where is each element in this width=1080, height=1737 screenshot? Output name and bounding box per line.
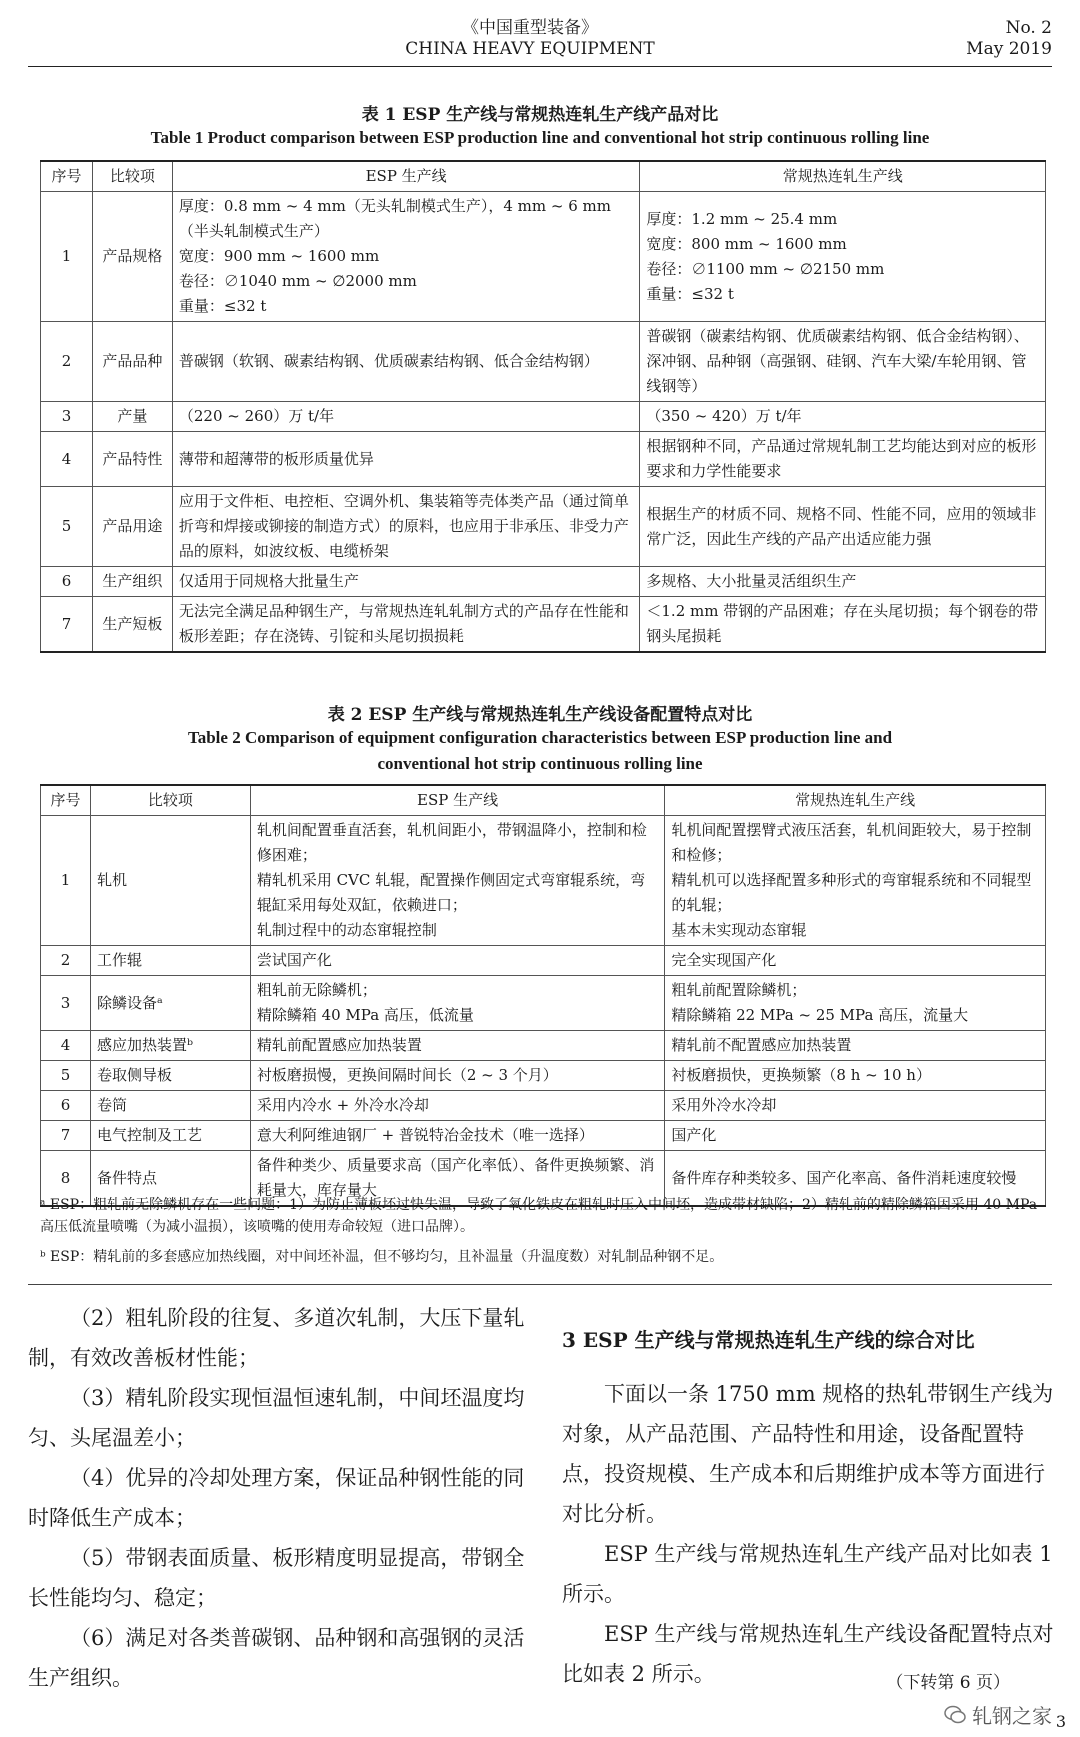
row-number: 5 (41, 1061, 91, 1091)
row-number: 2 (41, 322, 93, 402)
conventional-cell: 多规格、大小批量灵活组织生产 (640, 567, 1046, 597)
table-row (41, 816, 1046, 946)
esp-cell: 普碳钢（软钢、碳素结构钢、优质碳素结构钢、低合金结构钢） (172, 322, 640, 402)
row-number: 3 (41, 402, 93, 432)
body-paragraph: 下面以一条 1750 mm 规格的热轧带钢生产线为对象，从产品范围、产品特性和用途，设备配置特点，投资规模、生产成本和后期维护成本等方面进行对比分析。 (562, 1382, 1054, 1526)
esp-cell: 轧机间配置垂直活套，轧机间距小，带钢温降小，控制和检修困难； 精轧机采用 CVC 轧辊，配置操作侧固定式弯窜辊系统，弯辊缸采用每处双缸，依赖进口； 轧制过程中的动态窜辊控制 (250, 816, 665, 946)
table1-caption-en: Table 1 Product comparison between ESP production line and conventional hot strip continuous rolling line (150, 128, 930, 147)
table-row (41, 432, 1046, 487)
column-header: 比较项 (92, 161, 172, 192)
journal-name-en: CHINA HEAVY EQUIPMENT (405, 39, 655, 59)
row-number: 3 (41, 976, 91, 1031)
conventional-cell: 备件库存种类较多、国产化率高、备件消耗速度较慢 (665, 1151, 1046, 1207)
row-item: 产品用途 (92, 487, 172, 567)
row-number: 6 (41, 567, 93, 597)
row-item: 工作辊 (90, 946, 250, 976)
row-number: 8 (41, 1151, 91, 1207)
row-number: 4 (41, 432, 93, 487)
row-item: 生产短板 (92, 597, 172, 653)
row-item: 卷取侧导板 (90, 1061, 250, 1091)
table-row (41, 946, 1046, 976)
esp-cell: 薄带和超薄带的板形质量优异 (172, 432, 640, 487)
table-row (41, 597, 1046, 653)
row-item: 产品品种 (92, 322, 172, 402)
row-item: 除鳞设备ᵃ (90, 976, 250, 1031)
row-number: 6 (41, 1091, 91, 1121)
conventional-cell: 精轧前不配置感应加热装置 (665, 1031, 1046, 1061)
issue-date: May 2019 (966, 39, 1052, 59)
conventional-cell: 根据钢种不同，产品通过常规轧制工艺均能达到对应的板形要求和力学性能要求 (640, 432, 1046, 487)
row-number: 4 (41, 1031, 91, 1061)
table-row (41, 976, 1046, 1031)
column-header: 序号 (41, 161, 93, 192)
table-row (41, 1121, 1046, 1151)
continued-note: （下转第 6 页） (886, 1673, 1010, 1693)
esp-cell: （220 ~ 260）万 t/年 (172, 402, 640, 432)
table2-caption-en-line1: Table 2 Comparison of equipment configuration characteristics between ESP production line and (187, 728, 893, 747)
table1-caption-cn: 表 1 ESP 生产线与常规热连轧生产线产品对比 (361, 105, 719, 125)
left-column (28, 1298, 528, 1698)
row-item: 产量 (92, 402, 172, 432)
table-row (41, 1031, 1046, 1061)
conventional-cell: 厚度：1.2 mm ~ 25.4 mm 宽度：800 mm ~ 1600 mm 卷径：∅1100 mm ~ ∅2150 mm 重量：≤32 t (640, 192, 1046, 322)
esp-cell: 应用于文件柜、电控柜、空调外机、集装箱等壳体类产品（通过简单折弯和焊接或铆接的制造方式）的原料，也应用于非承压、非受力产品的原料，如波纹板、电缆桥架 (172, 487, 640, 567)
esp-cell: 衬板磨损慢，更换间隔时间长（2 ~ 3 个月） (250, 1061, 665, 1091)
conventional-cell: 采用外冷水冷却 (665, 1091, 1046, 1121)
esp-cell: 意大利阿维迪钢厂 + 普锐特冶金技术（唯一选择） (250, 1121, 665, 1151)
row-number: 1 (41, 816, 91, 946)
section-3-title: 3 ESP 生产线与常规热连轧生产线的综合对比 (562, 1328, 975, 1352)
conventional-cell: 完全实现国产化 (665, 946, 1046, 976)
table2-footnote-b: ᵇ ESP：精轧前的多套感应加热线圈，对中间坯补温，但不够均匀，且补温量（升温度数）对轧制品种钢不足。 (40, 1249, 724, 1265)
body-paragraph: （2）粗轧阶段的往复、多道次轧制，大压下量轧制，有效改善板材性能； (28, 1306, 525, 1370)
row-number: 1 (41, 192, 93, 322)
row-number: 7 (41, 597, 93, 653)
row-item: 感应加热装置ᵇ (90, 1031, 250, 1061)
body-paragraph: （4）优异的冷却处理方案，保证品种钢性能的同时降低生产成本； (28, 1466, 525, 1530)
right-column (562, 1320, 1062, 1694)
header-rule (28, 66, 1052, 67)
row-item: 生产组织 (92, 567, 172, 597)
esp-cell: 厚度：0.8 mm ~ 4 mm（无头轧制模式生产），4 mm ~ 6 mm（半头轧制模式生产） 宽度：900 mm ~ 1600 mm 卷径：∅1040 mm ~ ∅2000 mm 重量：≤32 t (172, 192, 640, 322)
body-paragraph: ESP 生产线与常规热连轧生产线产品对比如表 1 所示。 (562, 1542, 1053, 1606)
esp-cell: 精轧前配置感应加热装置 (250, 1031, 665, 1061)
journal-header (380, 18, 680, 60)
row-item: 卷筒 (90, 1091, 250, 1121)
row-number: 7 (41, 1121, 91, 1151)
conventional-cell: （350 ~ 420）万 t/年 (640, 402, 1046, 432)
footnote-rule (28, 1284, 1052, 1285)
table2 (40, 784, 1046, 1207)
table2-footnote-a: ᵃ ESP：粗轧前无除鳞机存在一些问题：1）为防止薄板坯过快失温，导致了氧化铁皮在粗轧时压入中间坯，造成带材缺陷；2）精轧前的精除鳞箱因采用 40 MPa 高压低流量喷嘴（为减小温损），该喷嘴的使用寿命较短（进口品牌）。 (40, 1197, 1038, 1235)
page-number: 3 (1055, 1712, 1066, 1731)
conventional-cell: 轧机间配置摆臂式液压活套，轧机间距较大，易于控制和检修； 精轧机可以选择配置多种形式的弯窜辊系统和不同辊型的轧辊； 基本未实现动态窜辊 (665, 816, 1046, 946)
conventional-cell: 衬板磨损快，更换频繁（8 h ~ 10 h） (665, 1061, 1046, 1091)
table2-header-row (41, 785, 1046, 816)
row-item: 电气控制及工艺 (90, 1121, 250, 1151)
conventional-cell: 国产化 (665, 1121, 1046, 1151)
column-header: 常规热连轧生产线 (665, 785, 1046, 816)
table-row (41, 567, 1046, 597)
table-row (41, 487, 1046, 567)
table1 (40, 160, 1046, 653)
body-paragraph: （5）带钢表面质量、板形精度明显提高，带钢全长性能均匀、稳定； (28, 1546, 525, 1610)
issue-info (966, 18, 1052, 60)
watermark (944, 1700, 1052, 1729)
table1-header-row (41, 161, 1046, 192)
table-row (41, 192, 1046, 322)
journal-name-cn: 《中国重型装备》 (462, 18, 598, 38)
column-header: 序号 (41, 785, 91, 816)
issue-number: No. 2 (1005, 18, 1052, 38)
table2-caption-en-line2: conventional hot strip continuous rolling line (377, 754, 703, 773)
table-row (41, 322, 1046, 402)
watermark-text: 轧钢之家 (972, 1704, 1052, 1728)
column-header: 比较项 (90, 785, 250, 816)
row-item: 轧机 (90, 816, 250, 946)
table2-caption-cn: 表 2 ESP 生产线与常规热连轧生产线设备配置特点对比 (327, 705, 753, 725)
esp-cell: 仅适用于同规格大批量生产 (172, 567, 640, 597)
wechat-icon (944, 1705, 966, 1725)
table-row (41, 1061, 1046, 1091)
conventional-cell: ＜1.2 mm 带钢的产品困难；存在头尾切损；每个钢卷的带钢头尾损耗 (640, 597, 1046, 653)
conventional-cell: 普碳钢（碳素结构钢、优质碳素结构钢、低合金结构钢）、深冲钢、品种钢（高强钢、硅钢、汽车大梁/车轮用钢、管线钢等） (640, 322, 1046, 402)
column-header: ESP 生产线 (250, 785, 665, 816)
conventional-cell: 根据生产的材质不同、规格不同、性能不同，应用的领域非常广泛，因此生产线的产品产出适应能力强 (640, 487, 1046, 567)
table-row (41, 1091, 1046, 1121)
row-item: 产品规格 (92, 192, 172, 322)
body-paragraph: （3）精轧阶段实现恒温恒速轧制，中间坯温度均匀、头尾温差小； (28, 1386, 525, 1450)
body-paragraph: （6）满足对各类普碳钢、品种钢和高强钢的灵活生产组织。 (28, 1626, 525, 1690)
row-number: 2 (41, 946, 91, 976)
esp-cell: 尝试国产化 (250, 946, 665, 976)
esp-cell: 粗轧前无除鳞机； 精除鳞箱 40 MPa 高压，低流量 (250, 976, 665, 1031)
column-header: ESP 生产线 (172, 161, 640, 192)
esp-cell: 备件种类少、质量要求高（国产化率低）、备件更换频繁、消耗量大，库存量大 (250, 1151, 665, 1207)
row-item: 产品特性 (92, 432, 172, 487)
esp-cell: 无法完全满足品种钢生产，与常规热连轧轧制方式的产品存在性能和板形差距；存在浇铸、引锭和头尾切损损耗 (172, 597, 640, 653)
body-paragraph: ESP 生产线与常规热连轧生产线设备配置特点对比如表 2 所示。 (562, 1622, 1054, 1686)
column-header: 常规热连轧生产线 (640, 161, 1046, 192)
row-number: 5 (41, 487, 93, 567)
conventional-cell: 粗轧前配置除鳞机； 精除鳞箱 22 MPa ~ 25 MPa 高压，流量大 (665, 976, 1046, 1031)
table-row (41, 402, 1046, 432)
row-item: 备件特点 (90, 1151, 250, 1207)
esp-cell: 采用内冷水 + 外冷水冷却 (250, 1091, 665, 1121)
